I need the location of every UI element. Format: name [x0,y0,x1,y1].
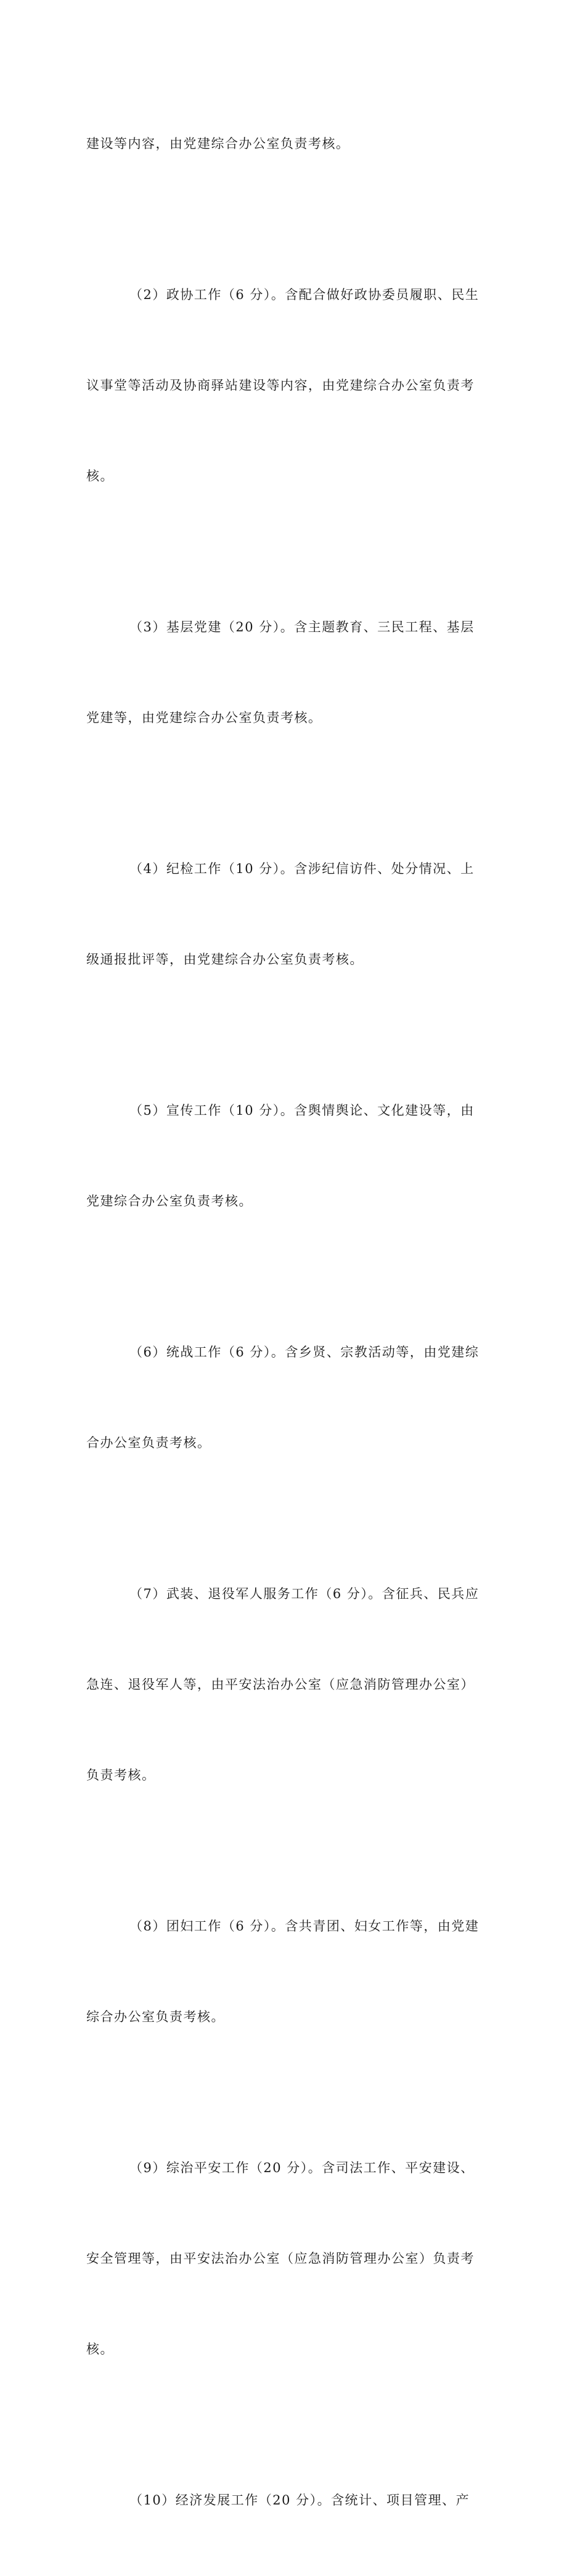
text-line: （6）统战工作（6 分）。含乡贤、宗教活动等，由党建综 [129,1345,479,1360]
text-line: 综合办公室负责考核。 [86,2009,225,2024]
paragraph-item-5 [86,1035,484,1277]
paragraph-item-9 [86,2093,484,2425]
paragraph-item-8 [86,1851,484,2093]
text-line: 党建综合办公室负责考核。 [86,1194,253,1208]
text-line: 党建等，由党建综合办公室负责考核。 [86,710,322,725]
text-line: （4）纪检工作（10 分）。含涉纪信访件、处分情况、上 [129,861,475,876]
paragraph-item-6 [86,1277,484,1519]
text-line: 合办公室负责考核。 [86,1435,211,1450]
paragraph-item-7 [86,1519,484,1851]
text-line: （10）经济发展工作（20 分）。含统计、项目管理、产 [129,2493,470,2508]
text-line: 安全管理等，由平安法治办公室（应急消防管理办公室）负责考 [86,2251,475,2266]
text-line: （9）综治平安工作（20 分）。含司法工作、平安建设、 [129,2160,475,2175]
paragraph-item-2 [86,219,484,552]
text-line: 急连、退役军人等，由平安法治办公室（应急消防管理办公室） [86,1677,475,1692]
text-line: 级通报批评等，由党建综合办公室负责考核。 [86,952,364,967]
text-line: （7）武装、退役军人服务工作（6 分）。含征兵、民兵应 [129,1586,479,1601]
paragraph-item-4 [86,794,484,1035]
text-line: （5）宣传工作（10 分）。含舆情舆论、文化建设等，由 [129,1103,475,1118]
text-line: 核。 [86,469,114,483]
text-line: （3）基层党建（20 分）。含主题教育、三民工程、基层 [129,620,475,634]
text-line: 负责考核。 [86,1768,156,1782]
text-line: 议事堂等活动及协商驿站建设等内容，由党建综合办公室负责考 [86,378,475,393]
text-line: 建设等内容，由党建综合办公室负责考核。 [86,136,350,151]
paragraph-continued [86,68,484,219]
paragraph-item-3 [86,552,484,794]
text-line: （8）团妇工作（6 分）。含共青团、妇女工作等，由党建 [129,1919,479,1934]
text-line: 核。 [86,2342,114,2357]
document-body [86,68,484,2576]
text-line: （2）政协工作（6 分）。含配合做好政协委员履职、民生 [129,287,479,302]
paragraph-item-10 [86,2425,484,2576]
